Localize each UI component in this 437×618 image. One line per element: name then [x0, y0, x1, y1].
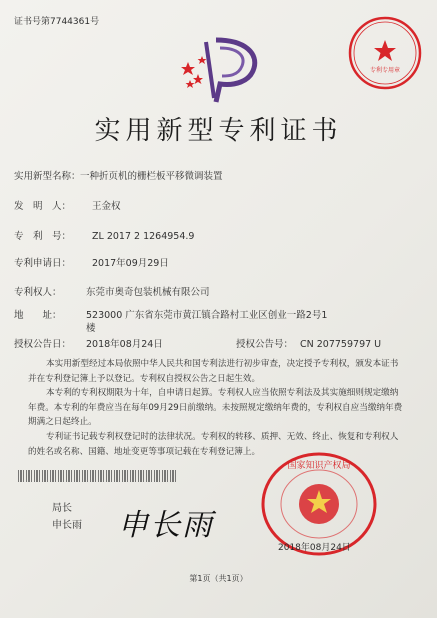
official-seal-icon — [260, 452, 378, 556]
utility-model-name-value: 一种折页机的栅栏板平移微调装置 — [80, 171, 223, 182]
grant-number-label: 授权公告号： — [236, 339, 294, 350]
body-paragraph-3: 专利证书记载专利权登记时的法律状况。专利权的转移、质押、无效、终止、恢复和专利权人的姓名或名称、国籍、地址变更等事项记载在专利登记簿上。 — [28, 432, 399, 457]
barcode — [18, 470, 178, 482]
address-line1: 523000 广东省东莞市黄江镇合路村工业区创业一路2号1 — [86, 310, 328, 321]
body-paragraph-1: 本实用新型经过本局依照中华人民共和国专利法进行初步审查，决定授予专利权，颁发本证书并在专利登记簿上予以登记。专利权自授权公告之日起生效。 — [28, 359, 399, 384]
svg-text:专利专用章: 专利专用章 — [369, 67, 401, 74]
page-footer: 第1页（共1页） — [189, 574, 248, 583]
cnipa-logo-icon — [176, 36, 262, 106]
address-label: 地 址： — [14, 310, 62, 321]
patent-number-label: 专 利 号： — [14, 231, 72, 242]
certificate-number: 证书号第7744361号 — [14, 17, 100, 27]
director-signature: 申长雨 — [118, 508, 214, 543]
agency-stamp-icon — [346, 14, 424, 92]
utility-model-name-label: 实用新型名称： — [14, 171, 81, 182]
filing-date-label: 专利申请日： — [14, 258, 72, 269]
certificate-title: 实用新型专利证书 — [94, 116, 343, 146]
inventor-label: 发 明 人： — [14, 201, 72, 212]
patentee-label: 专利权人： — [14, 287, 62, 298]
grant-date-label: 授权公告日： — [14, 339, 72, 350]
director-title: 局长 — [52, 503, 72, 514]
grant-number-value: CN 207759797 U — [300, 339, 382, 350]
filing-date-value: 2017年09月29日 — [92, 258, 169, 269]
grant-date-value: 2018年08月24日 — [86, 339, 163, 350]
inventor-value: 王金权 — [92, 201, 121, 212]
svg-text:国家知识产权局: 国家知识产权局 — [287, 461, 351, 471]
body-paragraph-2: 本专利的专利权期限为十年，自申请日起算。专利权人应当依照专利法及其实施细则规定缴纳年费。本专利的年费应当在每年09月29日前缴纳。未按照规定缴纳年费的，专利权自应当缴纳年费期满之日起终止。 — [28, 388, 403, 427]
director-name: 申长雨 — [52, 520, 82, 531]
seal-date: 2018年08月24日 — [278, 543, 351, 553]
address-line2: 楼 — [86, 323, 96, 334]
patentee-value: 东莞市奥奇包装机械有限公司 — [86, 287, 210, 298]
patent-number-value: ZL 2017 2 1264954.9 — [92, 231, 195, 242]
